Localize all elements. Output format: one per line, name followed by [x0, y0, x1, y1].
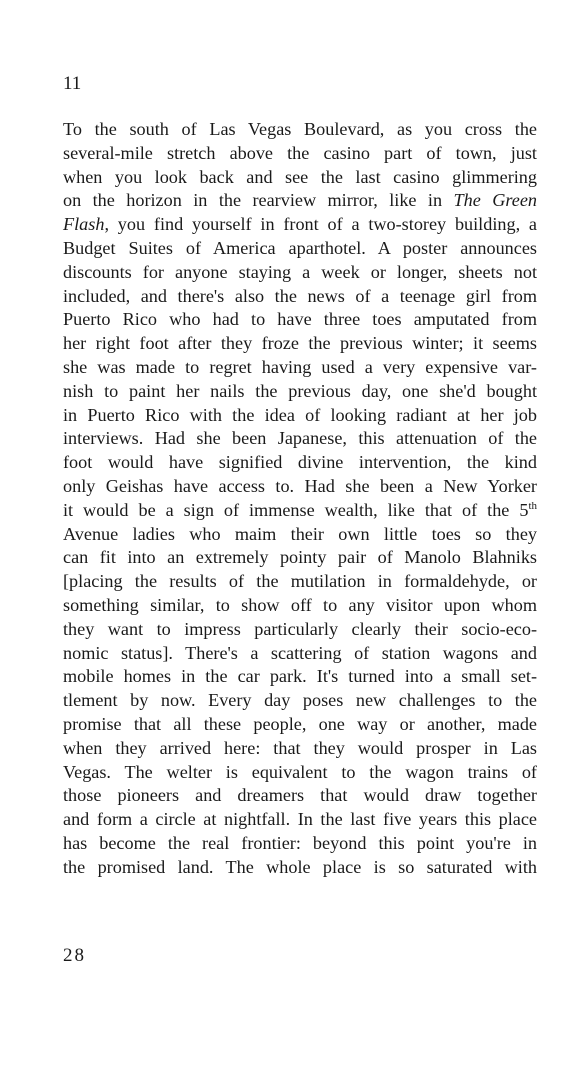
text-run: when you look back and see the last casino glimmering	[63, 166, 537, 187]
chapter-number: 11	[63, 73, 82, 94]
text-run: included, and there's also the news of a teenage girl from	[63, 285, 537, 306]
text-line	[63, 118, 537, 142]
text-line	[63, 523, 537, 547]
text-line	[63, 285, 537, 309]
text-line	[63, 427, 537, 451]
text-line	[63, 308, 537, 332]
text-run: To the south of Las Vegas Boulevard, as you cross the	[63, 119, 537, 139]
italic-title: The Green	[453, 190, 537, 211]
text-line	[63, 808, 537, 832]
text-run: Vegas. The welter is equivalent to the wagon trains of	[63, 761, 537, 782]
text-run: when they arrived here: that they would prosper in Las	[63, 737, 537, 758]
text-line	[63, 404, 537, 428]
italic-title: Flash	[63, 214, 105, 235]
text-run: has become the real frontier: beyond this point you're in	[63, 832, 537, 853]
text-run: nish to paint her nails the previous day, one she'd bought	[63, 380, 537, 401]
text-run: can fit into an extremely pointy pair of Manolo Blahniks	[63, 547, 537, 568]
text-run: and form a circle at nightfall. In the last five years this place	[63, 809, 537, 830]
text-run: mobile homes in the car park. It's turned into a small set-	[63, 666, 537, 687]
text-line	[63, 784, 537, 808]
ordinal-superscript: th	[528, 499, 537, 512]
text-run: foot would have signified divine intervention, the kind	[63, 452, 537, 473]
text-line	[63, 499, 537, 523]
text-run: Puerto Rico who had to have three toes amputated from	[63, 309, 537, 330]
text-run: she was made to regret having used a very expensive var-	[63, 356, 537, 377]
text-line	[63, 451, 537, 475]
text-run: in Puerto Rico with the idea of looking radiant at her job	[63, 404, 537, 425]
text-line	[63, 356, 537, 380]
text-line	[63, 761, 537, 785]
text-line	[63, 166, 537, 190]
text-run: it would be a sign of immense wealth, like that of the 5	[63, 499, 529, 520]
text-line	[63, 570, 537, 594]
text-run: Avenue ladies who maim their own little toes so they	[63, 523, 537, 544]
text-run: only Geishas have access to. Had she been a New Yorker	[63, 475, 537, 496]
text-line	[63, 856, 537, 880]
text-run: Budget Suites of America aparthotel. A poster announces	[63, 237, 537, 258]
text-line	[63, 332, 537, 356]
text-line	[63, 832, 537, 856]
text-line	[63, 665, 537, 689]
text-line	[63, 237, 537, 261]
text-run: something similar, to show off to any visitor upon whom	[63, 594, 537, 615]
text-line	[63, 189, 537, 213]
text-line	[63, 475, 537, 499]
text-line	[63, 594, 537, 618]
text-run: nomic status]. There's a scattering of station wagons and	[63, 642, 537, 663]
text-run: promise that all these people, one way or another, made	[63, 713, 537, 734]
body-paragraph	[63, 118, 537, 880]
text-run: those pioneers and dreamers that would draw together	[63, 785, 537, 806]
text-run: on the horizon in the rearview mirror, like in	[63, 190, 454, 211]
text-line	[63, 142, 537, 166]
text-line	[63, 213, 537, 237]
text-line	[63, 642, 537, 666]
text-run: several-mile stretch above the casino part of town, just	[63, 142, 537, 163]
text-run: they want to impress particularly clearly their socio-eco-	[63, 618, 537, 639]
text-line	[63, 737, 537, 761]
text-run: the promised land. The whole place is so saturated with	[63, 856, 537, 877]
text-run: interviews. Had she been Japanese, this attenuation of the	[63, 428, 537, 449]
text-line	[63, 713, 537, 737]
text-line	[63, 546, 537, 570]
text-line	[63, 380, 537, 404]
text-run: tlement by now. Every day poses new challenges to the	[63, 690, 537, 711]
text-run: discounts for anyone staying a week or longer, sheets not	[63, 261, 537, 282]
text-run: [placing the results of the mutilation in formaldehyde, or	[63, 571, 537, 592]
text-run: her right foot after they froze the previous winter; it seems	[63, 333, 537, 354]
page-number: 28	[63, 945, 86, 966]
text-line	[63, 689, 537, 713]
text-line	[63, 618, 537, 642]
text-line	[63, 261, 537, 285]
text-run: , you find yourself in front of a two-storey building, a	[104, 214, 537, 235]
